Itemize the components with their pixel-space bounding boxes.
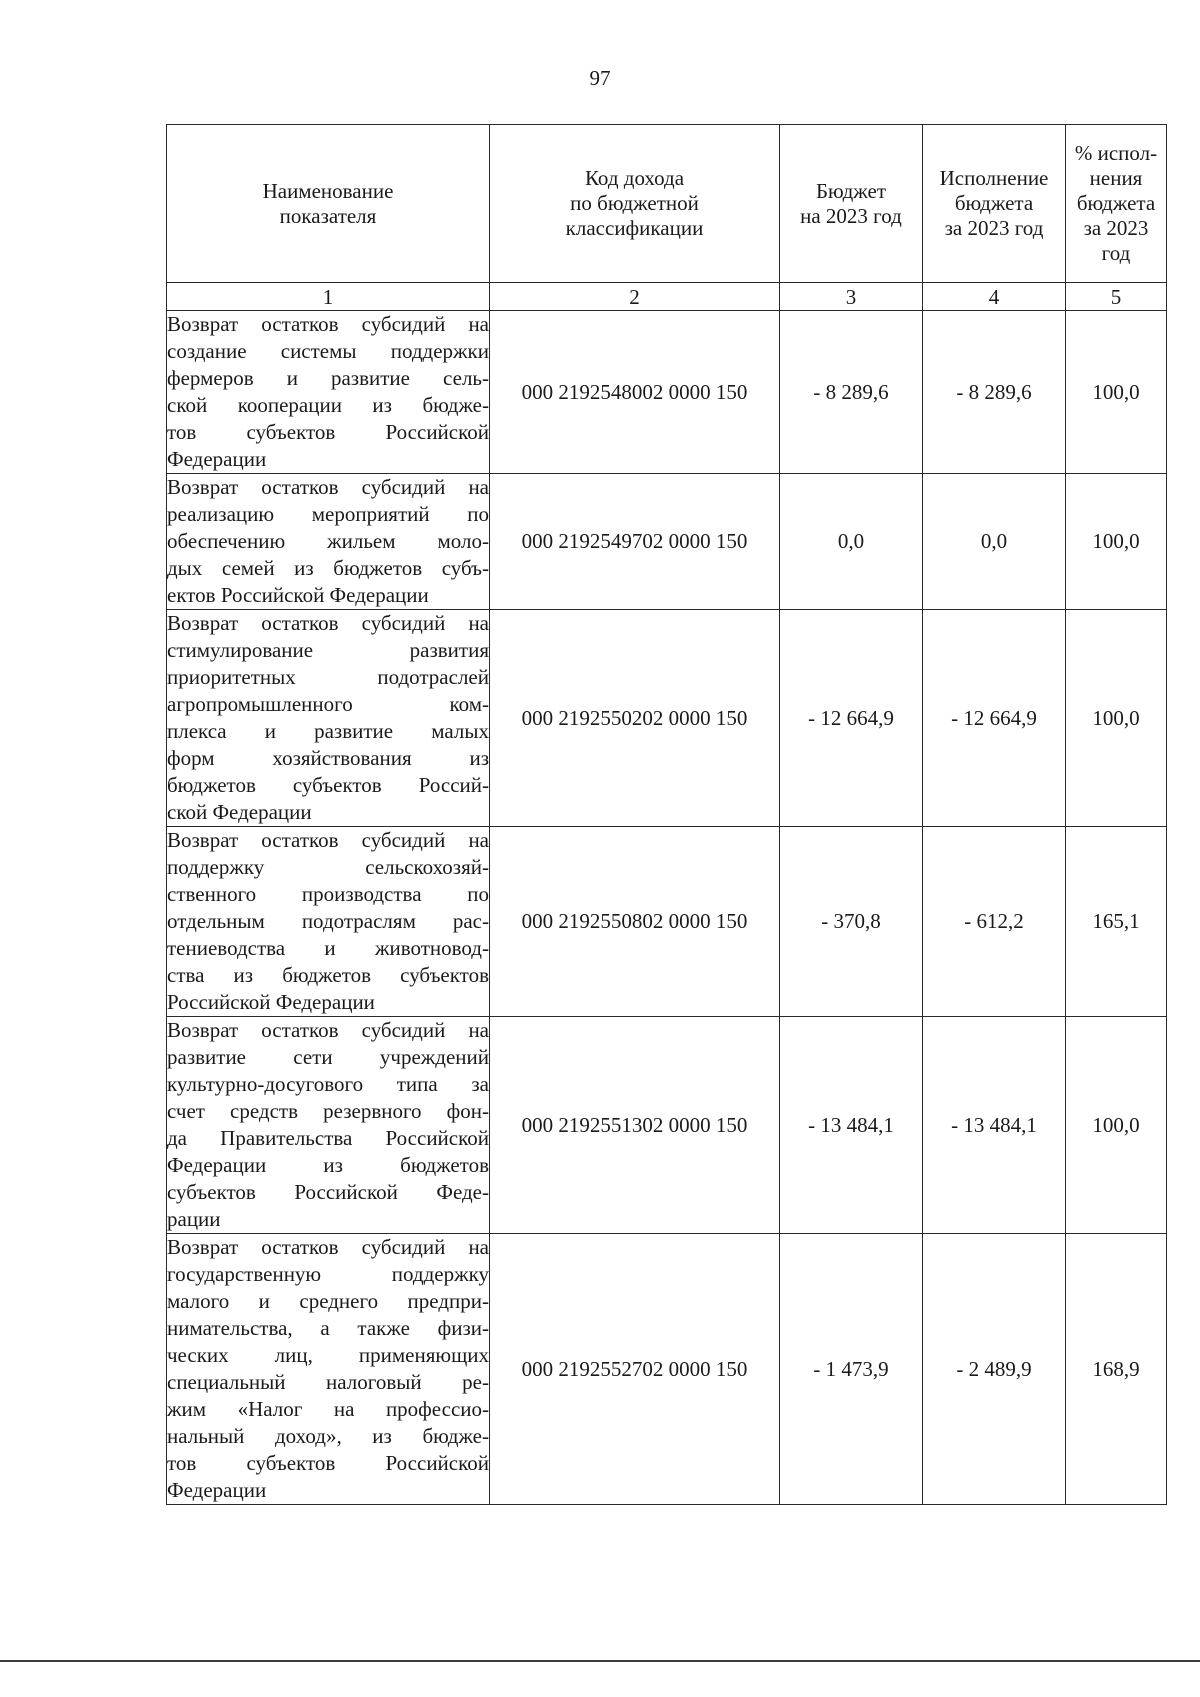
- indicator-name-line: фермеров и развитие сель-: [167, 366, 489, 390]
- indicator-name-line: дых семей из бюджетов субъ-: [167, 556, 489, 580]
- header-income-code: [490, 125, 780, 283]
- indicator-name-line: Федерации из бюджетов: [167, 1153, 489, 1177]
- indicator-name-line: обеспечению жильем моло-: [167, 529, 489, 553]
- table-row: [167, 1234, 1167, 1505]
- header-indicator-name: [167, 125, 490, 283]
- indicator-name: [167, 311, 490, 474]
- indicator-name-line: Федерации: [167, 447, 267, 471]
- indicator-name-line: Возврат остатков субсидий на: [167, 312, 489, 336]
- execution-value: 0,0: [923, 474, 1066, 610]
- indicator-name-line: рации: [167, 1207, 221, 1231]
- table-row: [167, 311, 1167, 474]
- indicator-name-line: Российской Федерации: [167, 990, 375, 1014]
- income-code: 000 2192550802 0000 150: [490, 827, 780, 1017]
- indicator-name-line: приоритетных подотраслей: [167, 665, 489, 689]
- execution-value: - 12 664,9: [923, 610, 1066, 827]
- indicator-name-line: бюджетов субъектов Россий-: [167, 773, 489, 797]
- indicator-name-line: ектов Российской Федерации: [167, 583, 429, 607]
- indicator-name-line: нимательства, а также физи-: [167, 1316, 489, 1340]
- indicator-name-line: развитие сети учреждений: [167, 1045, 489, 1069]
- percent-value: 100,0: [1066, 474, 1167, 610]
- budget-value: - 370,8: [780, 827, 923, 1017]
- indicator-name-line: создание системы поддержки: [167, 339, 489, 363]
- table-body: [167, 311, 1167, 1505]
- header-lines: Бюджет на 2023 год: [800, 178, 902, 228]
- indicator-name-line: ства из бюджетов субъектов: [167, 963, 489, 987]
- indicator-name-line: Возврат остатков субсидий на: [167, 475, 489, 499]
- indicator-name-line: специальный налоговый ре-: [167, 1370, 489, 1394]
- table-row: [167, 474, 1167, 610]
- column-number: 4: [923, 283, 1066, 311]
- income-code: 000 2192552702 0000 150: [490, 1234, 780, 1505]
- indicator-name-line: тов субъектов Российской: [167, 420, 489, 444]
- indicator-name-line: ской кооперации из бюдже-: [167, 393, 489, 417]
- header-lines: Код дохода по бюджетной классификации: [565, 166, 704, 240]
- indicator-name-line: Возврат остатков субсидий на: [167, 1235, 489, 1259]
- indicator-name-line: поддержку сельскохозяй-: [167, 855, 489, 879]
- indicator-name-line: реализацию мероприятий по: [167, 502, 489, 526]
- table-header-row: [167, 125, 1167, 283]
- indicator-name-line: плекса и развитие малых: [167, 719, 489, 743]
- header-lines: Исполнение бюджета за 2023 год: [939, 166, 1049, 240]
- bottom-rule: [0, 1660, 1200, 1662]
- percent-value: 168,9: [1066, 1234, 1167, 1505]
- execution-value: - 8 289,6: [923, 311, 1066, 474]
- indicator-name-line: форм хозяйствования из: [167, 746, 489, 770]
- percent-value: 100,0: [1066, 1017, 1167, 1234]
- indicator-name: [167, 474, 490, 610]
- indicator-name-line: отдельным подотраслям рас-: [167, 909, 489, 933]
- indicator-name-line: ственного производства по: [167, 882, 489, 906]
- indicator-name-line: Федерации: [167, 1478, 267, 1502]
- budget-execution-table: [166, 124, 1167, 1505]
- table-row: [167, 827, 1167, 1017]
- budget-value: - 13 484,1: [780, 1017, 923, 1234]
- header-lines: Наименование показателя: [262, 178, 394, 228]
- indicator-name-line: стимулирование развития: [167, 638, 489, 662]
- income-code: 000 2192548002 0000 150: [490, 311, 780, 474]
- column-number: 5: [1066, 283, 1167, 311]
- budget-value: 0,0: [780, 474, 923, 610]
- indicator-name: [167, 610, 490, 827]
- column-number-row: [167, 283, 1167, 311]
- indicator-name-line: субъектов Российской Феде-: [167, 1180, 489, 1204]
- indicator-name-line: агропромышленного ком-: [167, 692, 489, 716]
- budget-value: - 1 473,9: [780, 1234, 923, 1505]
- percent-value: 100,0: [1066, 311, 1167, 474]
- column-number: 1: [167, 283, 490, 311]
- income-code: 000 2192550202 0000 150: [490, 610, 780, 827]
- header-execution-2023: [923, 125, 1066, 283]
- budget-value: - 8 289,6: [780, 311, 923, 474]
- indicator-name: [167, 1234, 490, 1505]
- header-lines: % испол- нения бюджета за 2023 год: [1074, 141, 1158, 265]
- execution-value: - 2 489,9: [923, 1234, 1066, 1505]
- indicator-name-line: да Правительства Российской: [167, 1126, 489, 1150]
- header-execution-percent: [1066, 125, 1167, 283]
- page-number: 97: [589, 66, 611, 90]
- table-row: [167, 1017, 1167, 1234]
- column-number: 2: [490, 283, 780, 311]
- percent-value: 100,0: [1066, 610, 1167, 827]
- indicator-name: [167, 1017, 490, 1234]
- income-code: 000 2192551302 0000 150: [490, 1017, 780, 1234]
- execution-value: - 13 484,1: [923, 1017, 1066, 1234]
- indicator-name-line: ской Федерации: [167, 800, 312, 824]
- indicator-name-line: жим «Налог на профессио-: [167, 1397, 489, 1421]
- indicator-name-line: ческих лиц, применяющих: [167, 1343, 489, 1367]
- table-row: [167, 610, 1167, 827]
- indicator-name: [167, 827, 490, 1017]
- income-code: 000 2192549702 0000 150: [490, 474, 780, 610]
- indicator-name-line: Возврат остатков субсидий на: [167, 1018, 489, 1042]
- indicator-name-line: Возврат остатков субсидий на: [167, 611, 489, 635]
- indicator-name-line: счет средств резервного фон-: [167, 1099, 489, 1123]
- indicator-name-line: тов субъектов Российской: [167, 1451, 489, 1475]
- indicator-name-line: Возврат остатков субсидий на: [167, 828, 489, 852]
- indicator-name-line: культурно-досугового типа за: [167, 1072, 489, 1096]
- indicator-name-line: малого и среднего предпри-: [167, 1289, 489, 1313]
- indicator-name-line: тениеводства и животновод-: [167, 936, 489, 960]
- header-budget-2023: [780, 125, 923, 283]
- percent-value: 165,1: [1066, 827, 1167, 1017]
- budget-value: - 12 664,9: [780, 610, 923, 827]
- indicator-name-line: государственную поддержку: [167, 1262, 489, 1286]
- column-number: 3: [780, 283, 923, 311]
- indicator-name-line: нальный доход», из бюдже-: [167, 1424, 489, 1448]
- execution-value: - 612,2: [923, 827, 1066, 1017]
